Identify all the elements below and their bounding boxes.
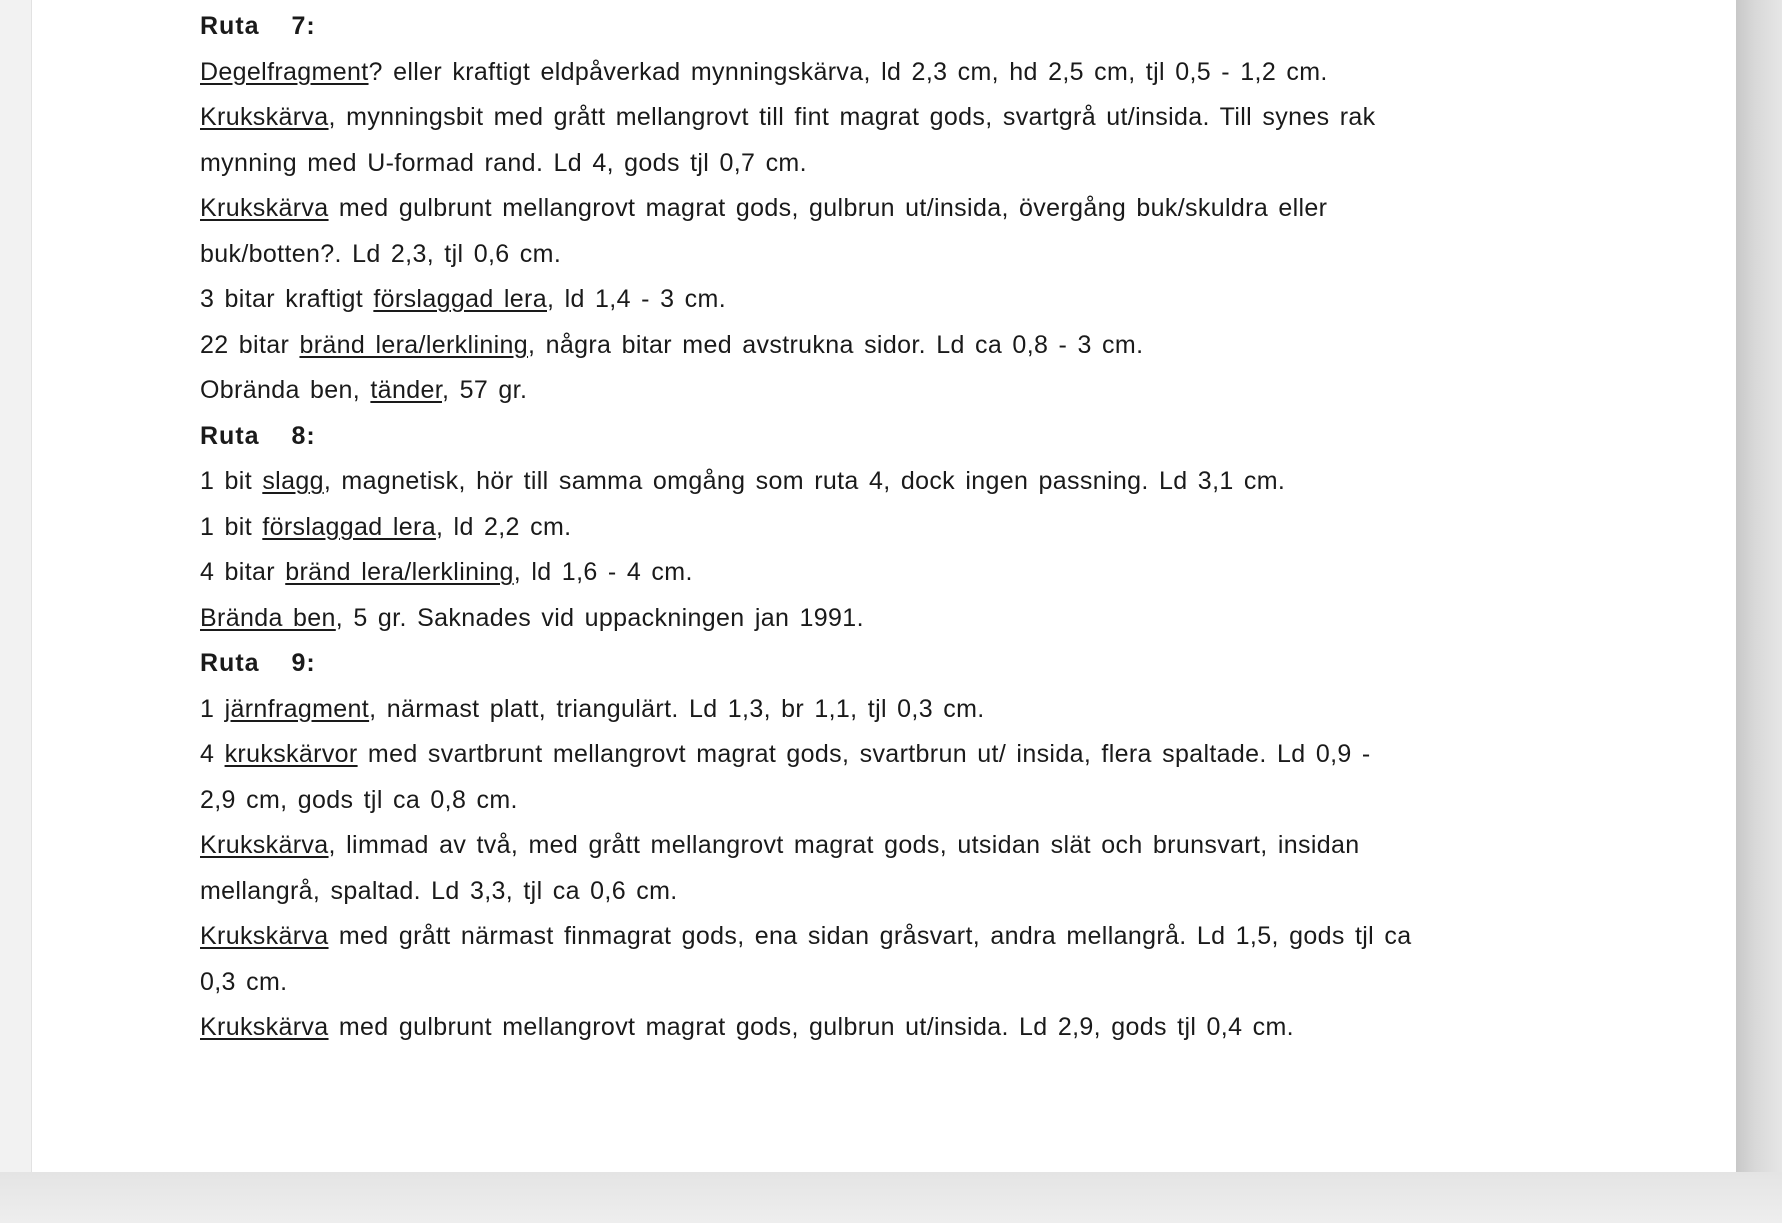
text-line [200, 914, 1610, 960]
underlined-term: förslaggad lera [262, 512, 436, 541]
section-heading [200, 414, 1610, 460]
text-segment: , 5 gr. Saknades vid uppackningen jan 1991. [335, 603, 864, 632]
text-line [200, 95, 1610, 141]
text-line [200, 869, 1610, 915]
underlined-term: krukskärvor [224, 740, 358, 768]
document-text [200, 4, 1610, 1051]
text-line [200, 186, 1610, 232]
text-line [200, 459, 1610, 505]
text-segment: , ld 1,4 - 3 cm. [547, 285, 726, 313]
underlined-term: tänder [370, 376, 442, 404]
text-segment: , mynningsbit med grått mellangrovt till fint magrat gods, svartgrå ut/insida. Till synes rak [328, 103, 1376, 131]
text-segment: Ruta 8: [200, 421, 316, 450]
text-segment: med gulbrunt mellangrovt magrat gods, gulbrun ut/insida. Ld 2,9, gods tjl 0,4 cm. [328, 1013, 1294, 1041]
text-line [200, 550, 1610, 596]
text-segment: med grått närmast finmagrat gods, ena sidan gråsvart, andra mellangrå. Ld 1,5, gods tjl ca [328, 922, 1412, 950]
text-segment: , ld 2,2 cm. [435, 512, 572, 541]
section-heading [200, 641, 1610, 687]
scan-edge-bottom [0, 1172, 1782, 1223]
underlined-term: slagg [262, 467, 324, 495]
text-segment: , ld 1,6 - 4 cm. [513, 558, 693, 586]
text-line [200, 50, 1610, 96]
text-segment: 3 bitar kraftigt [200, 285, 374, 313]
text-line [200, 823, 1610, 869]
text-line [200, 141, 1610, 187]
text-segment: Ruta 7: [200, 12, 316, 40]
text-segment: 4 [200, 740, 225, 768]
text-segment: , magnetisk, hör till samma omgång som ruta 4, dock ingen passning. Ld 3,1 cm. [323, 467, 1286, 495]
text-segment: ? eller kraftigt eldpåverkad mynningskärva, ld 2,3 cm, hd 2,5 cm, tjl 0,5 - 1,2 cm. [368, 57, 1328, 86]
text-segment: , limmad av två, med grått mellangrovt magrat gods, utsidan slät och brunsvart, insidan [328, 831, 1360, 859]
underlined-term: bränd lera/lerklining [285, 558, 514, 586]
section-heading [200, 4, 1610, 50]
underlined-term: Krukskärva [200, 1013, 329, 1041]
underlined-term: Krukskärva [200, 922, 329, 950]
text-segment: 1 [200, 694, 225, 723]
text-segment: mynning med U-formad rand. Ld 4, gods tjl 0,7 cm. [200, 148, 807, 177]
text-line [200, 505, 1610, 551]
underlined-term: Krukskärva [200, 194, 329, 222]
text-segment: med svartbrunt mellangrovt magrat gods, svartbrun ut/ insida, flera spaltade. Ld 0,9 - [357, 740, 1371, 768]
text-segment: Ruta 9: [200, 649, 316, 677]
text-line [200, 596, 1610, 642]
text-segment: 1 bit [200, 512, 263, 541]
text-line [200, 1005, 1610, 1051]
text-segment: Obrända ben, [200, 376, 371, 404]
text-line [200, 277, 1610, 323]
text-line [200, 778, 1610, 824]
text-segment: buk/botten?. Ld 2,3, tjl 0,6 cm. [200, 239, 562, 268]
underlined-term: Krukskärva [200, 831, 329, 859]
text-segment: mellangrå, spaltad. Ld 3,3, tjl ca 0,6 cm. [200, 876, 678, 905]
text-line [200, 323, 1610, 369]
text-segment: , närmast platt, triangulärt. Ld 1,3, br 1,1, tjl 0,3 cm. [369, 694, 985, 723]
underlined-term: Brända ben [200, 603, 336, 632]
text-segment: med gulbrunt mellangrovt magrat gods, gulbrun ut/insida, övergång buk/skuldra eller [328, 194, 1328, 222]
underlined-term: järnfragment [224, 694, 370, 723]
text-segment: , 57 gr. [442, 376, 528, 404]
scan-edge-right [1736, 0, 1782, 1223]
text-segment: 2,9 cm, gods tjl ca 0,8 cm. [200, 785, 518, 814]
text-line [200, 368, 1610, 414]
text-line [200, 960, 1610, 1006]
text-segment: 22 bitar [200, 330, 300, 359]
text-line [200, 732, 1610, 778]
text-segment: 4 bitar [200, 558, 286, 586]
text-line [200, 687, 1610, 733]
underlined-term: bränd lera/lerklining [299, 330, 529, 359]
text-line [200, 232, 1610, 278]
underlined-term: Degelfragment [200, 57, 369, 86]
text-segment: , några bitar med avstrukna sidor. Ld ca 0,8 - 3 cm. [528, 330, 1144, 359]
underlined-term: förslaggad lera [373, 285, 547, 313]
text-segment: 1 bit [200, 467, 263, 495]
text-segment: 0,3 cm. [200, 967, 288, 996]
underlined-term: Krukskärva [200, 103, 329, 131]
